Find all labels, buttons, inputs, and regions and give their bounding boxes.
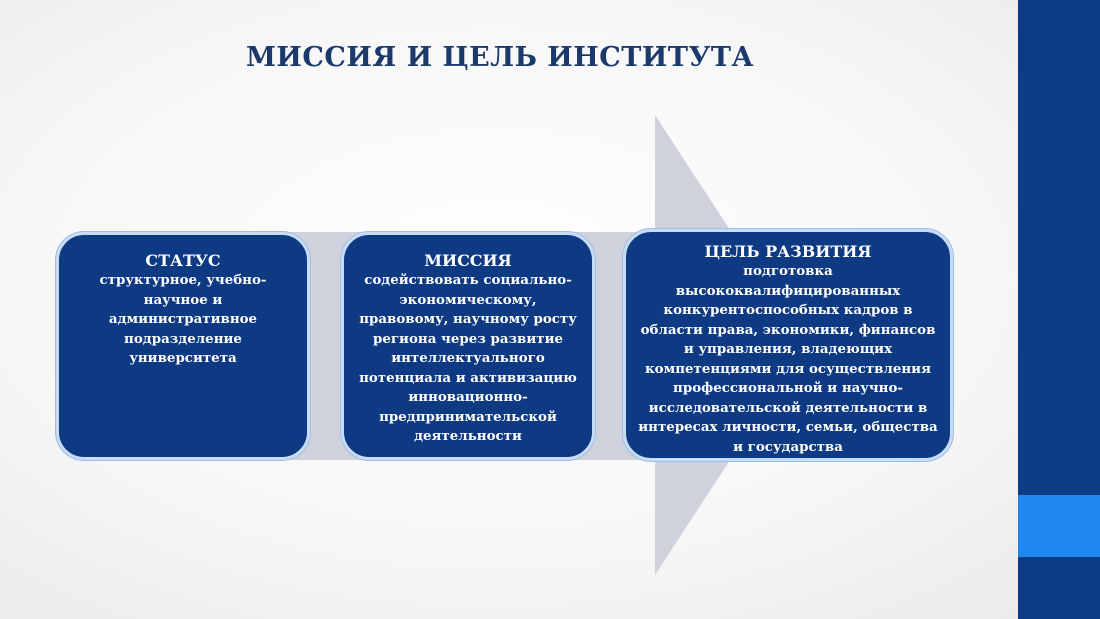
goal-title: ЦЕЛЬ РАЗВИТИЯ bbox=[704, 242, 872, 261]
status-title: СТАТУС bbox=[145, 251, 221, 270]
mission-box bbox=[341, 232, 595, 460]
page-title: МИССИЯ И ЦЕЛЬ ИНСТИТУТА bbox=[246, 42, 754, 73]
goal-text: подготовка высококвалифицированных конкурентоспособных кадров в области права, экономики, финансов и управления, владеющих компетенциями для осуществления профессиональной и научно-исследовательской деятельности в интересах личности, семьи, общества и государства bbox=[638, 263, 938, 455]
mission-title: МИССИЯ bbox=[424, 251, 512, 270]
goal-box bbox=[623, 229, 953, 461]
status-box bbox=[56, 232, 310, 460]
mission-text: содействовать социально-экономическому, правовому, научному росту региона через развитие интеллектуального потенциала и активизацию инновационно-предпринимательской деятельности bbox=[359, 272, 577, 444]
status-text: структурное, учебно-научное и административное подразделение университета bbox=[99, 272, 267, 366]
